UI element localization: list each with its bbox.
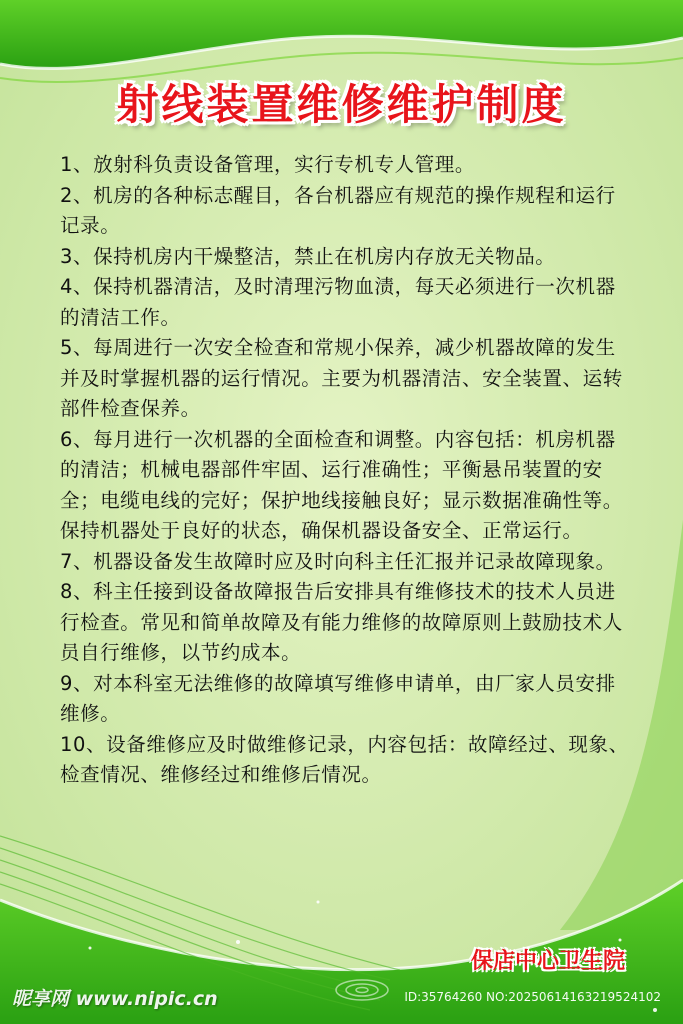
rule-item: 4、保持机器清洁，及时清理污物血渍，每天必须进行一次机器的清洁工作。 [60, 275, 616, 329]
page-title: 射线装置维修维护制度 [116, 80, 567, 129]
rule-item: 7、机器设备发生故障时应及时向科主任汇报并记录故障现象。 [60, 549, 616, 573]
rule-item: 6、每月进行一次机器的全面检查和调整。内容包括：机房机器的清洁；机械电器部件牢固、运行准确性；平衡悬吊装置的安全；电缆电线的完好；保护地线接触良好；显示数据准确性等。保持机器处于良好的状态，确保机器设备安全、正常运行。 [60, 427, 623, 542]
rule-item: 8、科主任接到设备故障报告后安排具有维修技术的技术人员进行检查。常见和简单故障及有能力维修的故障原则上鼓励技术人员自行维修，以节约成本。 [60, 580, 623, 664]
rule-item: 10、设备维修应及时做维修记录，内容包括：故障经过、现象、检查情况、维修经过和维修后情况。 [60, 732, 629, 786]
rule-item: 1、放射科负责设备管理，实行专机专人管理。 [60, 153, 476, 176]
rules-list [60, 150, 630, 791]
organization-name: 保店中心卫生院 [470, 949, 625, 974]
rule-item: 9、对本科室无法维修的故障填写维修申请单，由厂家人员安排维修。 [60, 671, 616, 725]
watermark-logo: 昵享网 www.nipic.cn [12, 988, 218, 1010]
rule-item: 2、机房的各种标志醒目，各台机器应有规范的操作规程和运行记录。 [60, 183, 616, 237]
rule-item: 3、保持机房内干燥整洁，禁止在机房内存放无关物品。 [60, 244, 556, 268]
watermark-id: ID:35764260 NO:20250614163219524102 [404, 990, 661, 1004]
rule-item: 5、每周进行一次安全检查和常规小保养，减少机器故障的发生并及时掌握机器的运行情况。主要为机器清洁、安全装置、运转部件检查保养。 [60, 336, 623, 420]
